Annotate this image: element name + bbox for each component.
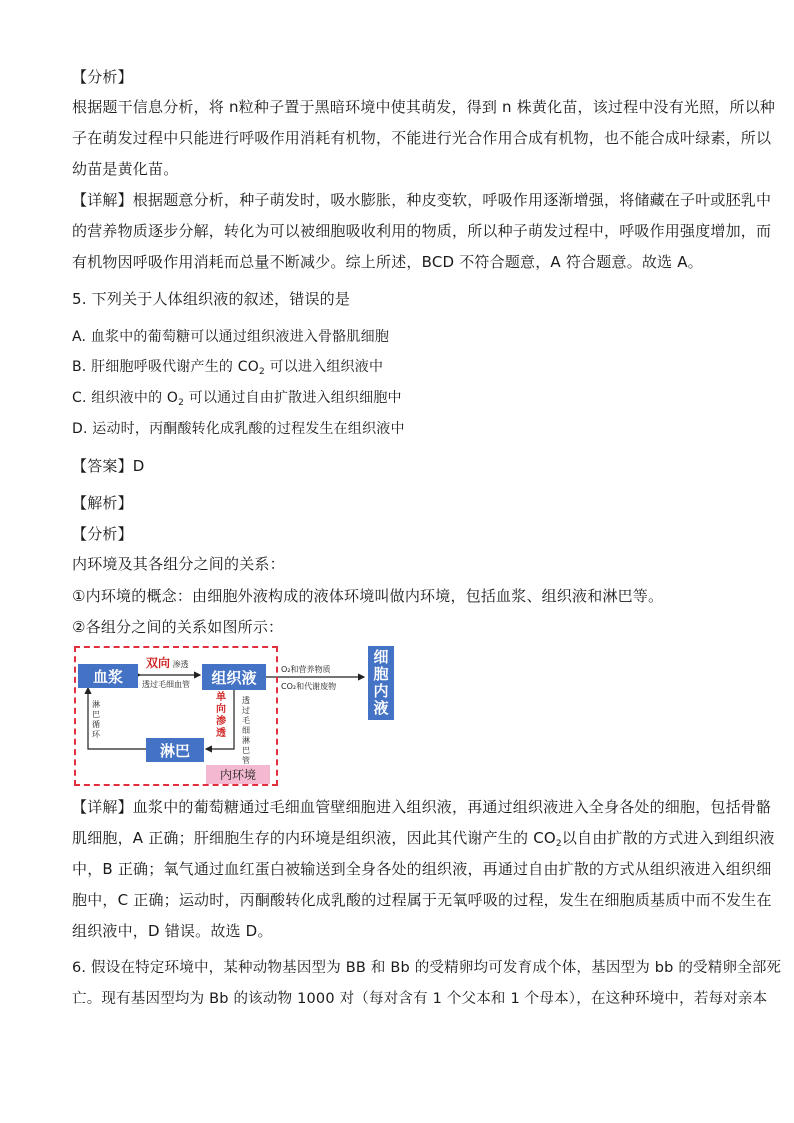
explanation-heading: 【解析】	[72, 494, 133, 512]
intro-text: 内环境及其各组分之间的关系：	[72, 555, 285, 573]
plasma-box: 血浆	[78, 664, 138, 688]
question-6-line-2: 亡。现有基因型均为 Bb 的该动物 1000 对（每对含有 1 个父本和 1 个母本），在这种环境中，若每对亲本	[72, 991, 768, 1007]
through-capillary-label: 透过毛细血管	[142, 680, 190, 689]
o2-nutrients-label: O₂和营养物质	[281, 665, 331, 674]
co2-waste-label: CO₂和代谢废物	[281, 682, 337, 691]
question-5-option-c: C. 组织液中的 $O_2$ 可以通过自由扩散进入组织细胞中	[72, 390, 402, 408]
question-6-line-1: 6. 假设在特定环境中，某种动物基因型为 BB 和 Bb 的受精卵均可发育成个体，基因型为 bb 的受精卵全部死	[72, 960, 782, 976]
osmosis-label: 渗透	[172, 660, 189, 669]
point-2: ②各组分之间的关系如图所示：	[72, 618, 284, 636]
question-5-option-a: A. 血浆中的葡萄糖可以通过组织液进入骨骼肌细胞	[72, 329, 390, 345]
point-1: ①内环境的概念：由细胞外液构成的液体环境叫做内环境，包括血浆、组织液和淋巴等。	[72, 587, 664, 605]
detail2-line-2: 肌细胞，A 正确；肝细胞生存的内环境是组织液，因此其代谢产生的 $CO_2$以自由扩散的方式进入到组织液	[72, 829, 775, 849]
tissue-fluid-box: 组织液	[202, 664, 266, 690]
analysis-heading: 【分析】	[72, 68, 133, 86]
internal-environment-diagram	[74, 646, 396, 788]
detail-line-2: 的营养物质逐步分解，转化为可以被细胞吸收利用的物质，所以种子萌发过程中，呼吸作用强度增加，而	[72, 222, 772, 240]
question-5-stem: 5. 下列关于人体组织液的叙述，错误的是	[72, 290, 351, 308]
detail2-line-1: 【详解】血浆中的葡萄糖通过毛细血管壁细胞进入组织液，再通过组织液进入全身各处的细胞，包括骨骼	[72, 798, 772, 816]
bidirectional-label: 双向	[146, 656, 171, 670]
question-5-option-d: D. 运动时，丙酮酸转化成乳酸的过程发生在组织液中	[72, 421, 405, 437]
detail2-line-5: 组织液中，D 错误。故选 D。	[72, 922, 273, 940]
analysis-line-3: 幼苗是黄化苗。	[72, 160, 179, 178]
internal-environment-label: 内环境	[206, 765, 270, 784]
detail-line-1: 【详解】根据题意分析，种子萌发时，吸水膨胀，种皮变软，呼吸作用逐渐增强，将储藏在子叶或胚乳中	[72, 191, 772, 209]
unidirectional-label: 单向渗透	[216, 692, 226, 739]
analysis-line-1: 根据题干信息分析，将 n粒种子置于黑暗环境中使其萌发，得到 n 株黄化苗，该过程中没有光照，所以种	[72, 98, 776, 116]
detail2-line-3: 中，B 正确；氧气通过血红蛋白被输送到全身各处的组织液，再通过自由扩散的方式从组织液进入组织细	[72, 860, 772, 878]
question-5-option-b: B. 肝细胞呼吸代谢产生的 $CO_2$ 可以进入组织液中	[72, 359, 384, 377]
analysis-heading-2: 【分析】	[72, 525, 133, 543]
analysis-line-2: 子在萌发过程中只能进行呼吸作用消耗有机物，不能进行光合作用合成有机物，也不能合成叶绿素，所以	[72, 129, 772, 147]
lymph-circulation-label: 淋巴循环	[92, 700, 100, 739]
answer-label: 【答案】D	[72, 457, 145, 475]
detail-line-3: 有机物因呼吸作用消耗而总量不断减少。综上所述，BCD 不符合题意，A 符合题意。故选 A。	[72, 253, 703, 271]
intracellular-fluid-box: 细胞内液	[368, 646, 394, 720]
lymph-box: 淋巴	[146, 738, 204, 762]
through-lymph-capillary-label: 透过毛细淋巴管	[242, 696, 250, 765]
detail2-line-4: 胞中，C 正确；运动时，丙酮酸转化成乳酸的过程属于无氧呼吸的过程，发生在细胞质基质中而不发生在	[72, 891, 772, 909]
